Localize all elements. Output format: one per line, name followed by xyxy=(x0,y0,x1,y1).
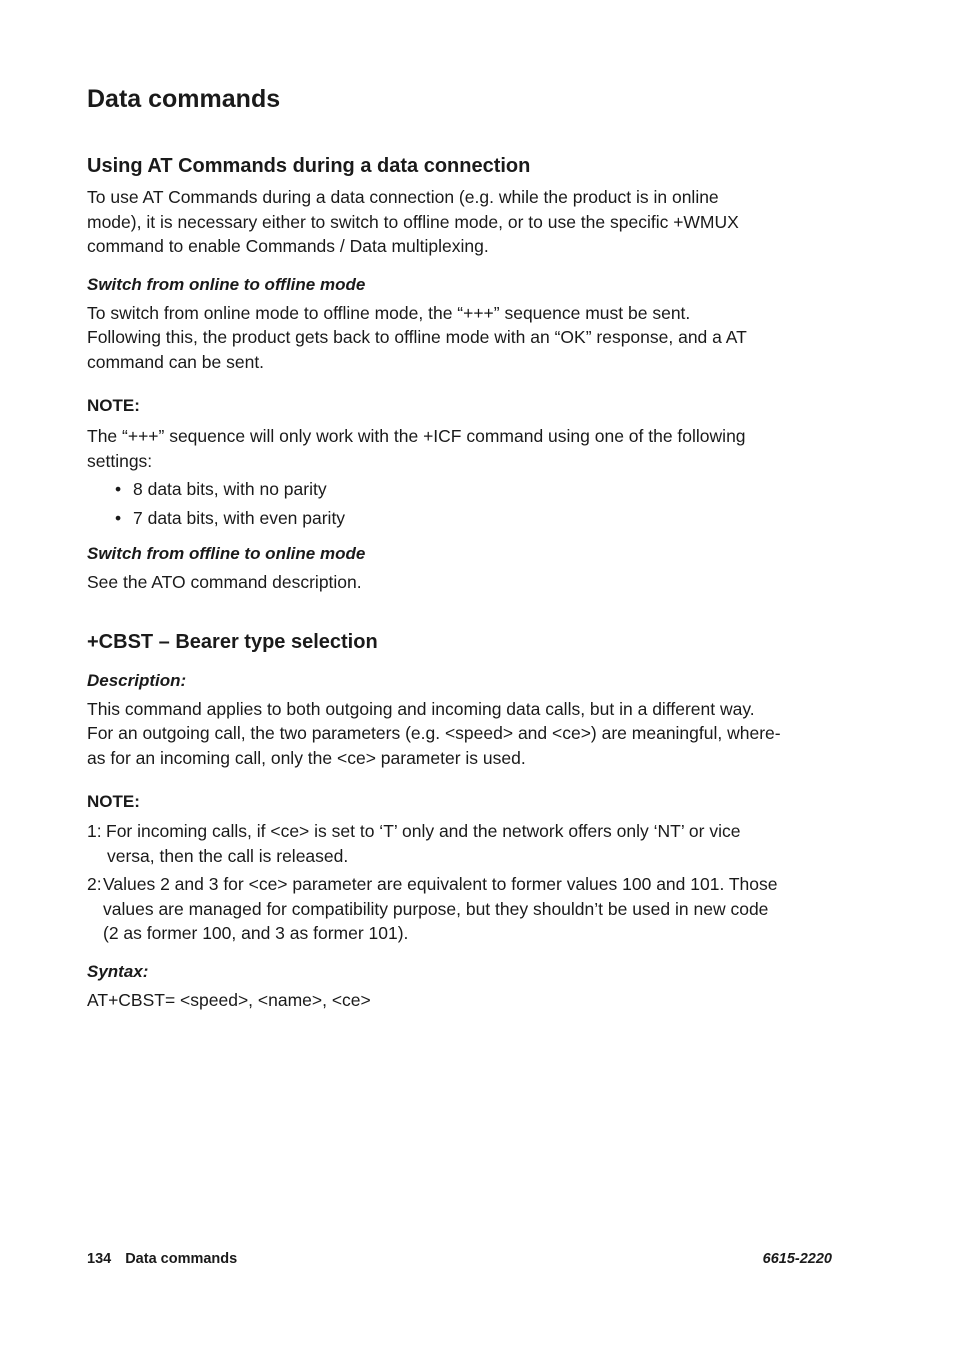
section-heading-cbst: +CBST – Bearer type selection xyxy=(87,630,378,653)
list-item: • 8 data bits, with no parity xyxy=(115,477,832,502)
paragraph-line: values are managed for compatibility purpose, but they shouldn’t be used in new code xyxy=(103,898,769,919)
document-code: 6615-2220 xyxy=(762,1251,832,1267)
paragraph-line: versa, then the call is released. xyxy=(107,845,349,866)
bullet-icon: • xyxy=(115,508,122,528)
paragraph-line: mode), it is necessary either to switch to offline mode, or to use the specific +WMUX xyxy=(87,211,739,232)
description-paragraph xyxy=(87,697,832,771)
page-footer xyxy=(87,1251,832,1267)
paragraph-line: command can be sent. xyxy=(87,351,265,372)
section-heading-at-commands: Using AT Commands during a data connection xyxy=(87,155,531,177)
paragraph-line: This command applies to both outgoing and incoming data calls, but in a different way. xyxy=(87,698,755,719)
section-intro-paragraph xyxy=(87,185,832,259)
paragraph-line: Values 2 and 3 for <ce> parameter are equivalent to former values 100 and 101. Those xyxy=(103,874,778,894)
subheading-offline-to-online: Switch from offline to online mode xyxy=(87,544,366,563)
syntax-label: Syntax: xyxy=(87,961,149,981)
paragraph-line: as for an incoming call, only the <ce> parameter is used. xyxy=(87,747,526,768)
note-number: 1: xyxy=(87,821,102,841)
subheading-online-to-offline: Switch from online to offline mode xyxy=(87,274,366,294)
paragraph-line: To use AT Commands during a data connection (e.g. while the product is in online xyxy=(87,187,719,207)
paragraph-line: The “+++” sequence will only work with the +ICF command using one of the following xyxy=(87,426,746,446)
paragraph-line: Following this, the product gets back to offline mode with an “OK” response, and a AT xyxy=(87,327,747,347)
online-to-offline-paragraph xyxy=(87,301,832,375)
bullet-icon: • xyxy=(115,479,122,499)
paragraph-line: settings: xyxy=(87,450,153,471)
numbered-note xyxy=(87,872,832,946)
page-title: Data commands xyxy=(87,85,281,113)
note-label: NOTE: xyxy=(87,792,140,811)
syntax-text: AT+CBST= <speed>, <name>, <ce> xyxy=(87,989,371,1010)
footer-section-name: Data commands xyxy=(125,1251,238,1267)
page-number: 134 xyxy=(87,1251,112,1267)
list-item: • 7 data bits, with even parity xyxy=(115,506,832,531)
paragraph-line: For incoming calls, if <ce> is set to ‘T’ only and the network offers only ‘NT’ or vice xyxy=(106,821,741,841)
note-paragraph xyxy=(87,424,832,473)
offline-to-online-paragraph: See the ATO command description. xyxy=(87,572,362,592)
note-number: 2: xyxy=(87,874,102,894)
numbered-note xyxy=(87,819,832,868)
note-label: NOTE: xyxy=(87,396,140,415)
document-page xyxy=(87,82,832,1012)
description-label: Description: xyxy=(87,670,187,690)
paragraph-line: command to enable Commands / Data multiplexing. xyxy=(87,236,489,256)
paragraph-line: (2 as former 100, and 3 as former 101). xyxy=(103,923,409,943)
bullet-list xyxy=(87,477,832,531)
paragraph-line: To switch from online mode to offline mode, the “+++” sequence must be sent. xyxy=(87,302,691,323)
paragraph-line: For an outgoing call, the two parameters (e.g. <speed> and <ce>) are meaningful, where- xyxy=(87,723,781,743)
